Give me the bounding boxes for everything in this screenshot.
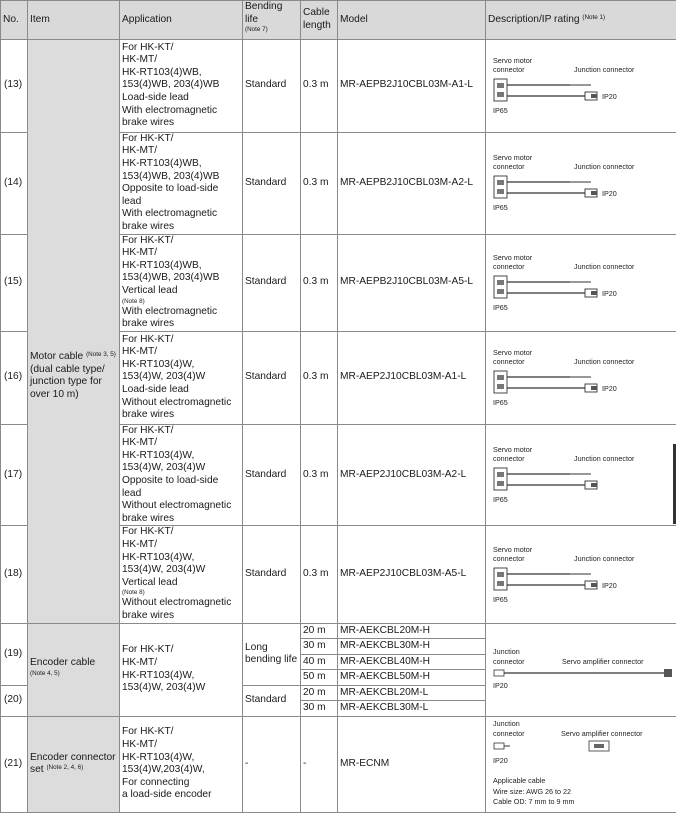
application-note: (Note 8)	[122, 589, 240, 597]
junction-connector-core	[591, 291, 597, 295]
servo-motor-connector-pin	[497, 581, 504, 586]
application-line	[122, 158, 240, 171]
servo-motor-label-2: connector	[493, 162, 525, 171]
cable-length-cell: -	[301, 716, 338, 812]
application-line	[122, 475, 240, 500]
application-cell	[120, 424, 243, 526]
application-cell	[120, 39, 243, 132]
application-line	[122, 183, 240, 208]
application-text: HK-RT103(4)WB,	[122, 260, 202, 271]
application-line	[122, 221, 240, 234]
cable-length-cell: 50 m	[301, 670, 338, 686]
model-cell: MR-AEKCBL20M-L	[338, 685, 486, 701]
application-note: (Note 8)	[122, 298, 240, 306]
application-line	[122, 306, 240, 319]
application-text: brake wires	[122, 117, 174, 128]
ip-rating: IP20	[493, 756, 508, 765]
row-number: (20)	[1, 685, 28, 716]
model-cell: MR-AEKCBL30M-L	[338, 701, 486, 717]
servo-motor-connector-icon	[494, 468, 507, 490]
application-line	[122, 597, 240, 610]
application-line: a load-side encoder	[122, 789, 240, 802]
application-line: For connecting	[122, 777, 240, 790]
item-encoder-connector-set	[28, 716, 120, 812]
application-text: Without electromagnetic	[122, 397, 231, 408]
application-line	[122, 67, 240, 80]
table-row	[1, 623, 676, 639]
application-line	[122, 235, 240, 248]
application-line: 153(4)W,203(4)W,	[122, 764, 240, 777]
application-text: Load-side lead	[122, 384, 189, 395]
motor-cable-diagram	[488, 430, 676, 520]
row-number: (15)	[1, 234, 28, 331]
junction-connector-label: Junction connector	[574, 357, 635, 366]
application-line	[122, 272, 240, 285]
motor-cable-diagram	[488, 238, 676, 328]
item-motor-cable-sub: (dual cable type/ junction type for over 10 m)	[30, 364, 105, 400]
application-text: For HK-KT/	[122, 133, 174, 144]
application-text: With electromagnetic	[122, 306, 217, 317]
description-cell	[486, 424, 676, 526]
application-text: HK-RT103(4)WB,	[122, 158, 202, 169]
motor-cable-diagram	[488, 333, 676, 423]
servo-motor-connector-pin	[497, 180, 504, 185]
servo-motor-connector-pin	[497, 92, 504, 97]
servo-motor-label: Servo motor	[493, 153, 533, 162]
bending-life-cell: Long bending life	[243, 623, 301, 685]
application-line	[122, 384, 240, 397]
application-line	[122, 539, 240, 552]
junction-label: Junction	[493, 719, 520, 728]
servo-motor-connector-pin	[497, 375, 504, 380]
application-text: HK-RT103(4)W,	[122, 359, 194, 370]
item-motor-cable-note: (Note 3, 5)	[86, 351, 116, 358]
applicable-cable-label: Applicable cable	[493, 776, 545, 785]
servo-motor-connector-pin	[497, 289, 504, 294]
junction-label-2: connector	[493, 729, 525, 738]
header-bending-life	[243, 1, 301, 40]
cable-length-cell: 20 m	[301, 685, 338, 701]
servo-motor-connector-icon	[494, 79, 507, 101]
model-cell: MR-AEP2J10CBL03M-A5-L	[338, 526, 486, 623]
junction-label: Junction	[493, 647, 520, 656]
cable-length-cell: 0.3 m	[301, 424, 338, 526]
application-text: For HK-KT/	[122, 334, 174, 345]
application-line	[122, 462, 240, 475]
amplifier-label: Servo amplifier connector	[562, 657, 644, 666]
item-motor-cable	[28, 39, 120, 623]
amplifier-label: Servo amplifier connector	[561, 729, 643, 738]
application-text: Opposite to load-side lead	[122, 475, 218, 499]
servo-motor-label: Servo motor	[493, 445, 533, 454]
item-encoder-connector-note: (Note 2, 4, 6)	[46, 764, 83, 771]
motor-cable-diagram	[488, 138, 676, 228]
servo-motor-connector-pin	[497, 280, 504, 285]
application-line	[122, 577, 240, 598]
application-text: 153(4)WB, 203(4)WB	[122, 171, 219, 182]
application-line	[122, 285, 240, 306]
model-cell: MR-AEP2J10CBL03M-A1-L	[338, 331, 486, 424]
application-line	[122, 437, 240, 450]
application-line: HK-RT103(4)W,	[122, 752, 240, 765]
row-number: (16)	[1, 331, 28, 424]
ip-rating: IP20	[493, 681, 508, 690]
motor-cable-diagram	[488, 41, 676, 131]
application-line	[122, 334, 240, 347]
connector-set-diagram	[488, 717, 676, 811]
application-text: brake wires	[122, 513, 174, 524]
junction-connector-icon	[494, 743, 504, 749]
application-line	[122, 171, 240, 184]
cable-length-cell: 40 m	[301, 654, 338, 670]
motor-ip-rating: IP65	[493, 106, 508, 115]
header-no: No.	[1, 1, 28, 40]
table-body	[1, 39, 676, 812]
application-line	[122, 318, 240, 331]
model-cell: MR-ECNM	[338, 716, 486, 812]
row-number: (14)	[1, 132, 28, 234]
bending-life-cell: Standard	[243, 526, 301, 623]
application-line	[122, 397, 240, 410]
servo-motor-label-2: connector	[493, 554, 525, 563]
servo-motor-connector-pin	[497, 472, 504, 477]
bending-life-cell: Standard	[243, 132, 301, 234]
motor-ip-rating: IP65	[493, 398, 508, 407]
servo-motor-connector-pin	[497, 384, 504, 389]
bending-life-cell: Standard	[243, 685, 301, 716]
application-line: HK-RT103(4)W,	[122, 670, 240, 683]
motor-cable-diagram	[488, 530, 676, 620]
description-cell	[486, 331, 676, 424]
application-text: 153(4)W, 203(4)W	[122, 371, 205, 382]
application-text: For HK-KT/	[122, 425, 174, 436]
application-line: For HK-KT/	[122, 726, 240, 739]
encoder-cable-diagram	[488, 624, 676, 716]
item-motor-cable-label: Motor cable	[30, 351, 83, 362]
application-line: For HK-KT/	[122, 644, 240, 657]
application-text: HK-MT/	[122, 346, 157, 357]
row-number: (18)	[1, 526, 28, 623]
application-text: HK-MT/	[122, 539, 157, 550]
cable-length-cell: 20 m	[301, 623, 338, 639]
cable-length-cell: 30 m	[301, 701, 338, 717]
application-line	[122, 409, 240, 422]
model-cell: MR-AEKCBL40M-H	[338, 654, 486, 670]
application-line	[122, 371, 240, 384]
description-cell	[486, 39, 676, 132]
bending-life-cell: Standard	[243, 234, 301, 331]
description-cell	[486, 526, 676, 623]
junction-connector-label: Junction connector	[574, 554, 635, 563]
application-text: Opposite to load-side lead	[122, 183, 218, 207]
application-text: Vertical lead	[122, 577, 178, 588]
application-text: HK-MT/	[122, 247, 157, 258]
application-line	[122, 260, 240, 273]
table-row	[1, 716, 676, 812]
junction-connector-label: Junction connector	[574, 262, 635, 271]
junction-ip-rating: IP20	[602, 289, 617, 298]
motor-ip-rating: IP65	[493, 303, 508, 312]
header-bending-life-note: (Note 7)	[245, 26, 268, 33]
application-text: HK-MT/	[122, 145, 157, 156]
servo-motor-label: Servo motor	[493, 56, 533, 65]
servo-motor-connector-icon	[494, 371, 507, 393]
application-text: Without electromagnetic	[122, 500, 231, 511]
item-encoder-cable	[28, 623, 120, 716]
amplifier-connector-core	[594, 744, 604, 748]
row-number: (21)	[1, 716, 28, 812]
servo-motor-label: Servo motor	[493, 253, 533, 262]
application-cell	[120, 623, 243, 716]
motor-ip-rating: IP65	[493, 203, 508, 212]
application-text: For HK-KT/	[122, 42, 174, 53]
application-line	[122, 450, 240, 463]
application-text: 153(4)W, 203(4)W	[122, 564, 205, 575]
servo-motor-connector-icon	[494, 568, 507, 590]
item-encoder-cable-label: Encoder cable	[30, 657, 95, 668]
description-cell	[486, 132, 676, 234]
application-text: HK-RT103(4)W,	[122, 450, 194, 461]
application-cell	[120, 526, 243, 623]
junction-ip-rating: IP20	[602, 189, 617, 198]
model-cell: MR-AEPB2J10CBL03M-A5-L	[338, 234, 486, 331]
junction-connector-core	[591, 386, 597, 390]
cable-od-label: Cable OD: 7 mm to 9 mm	[493, 797, 574, 806]
servo-motor-label-2: connector	[493, 454, 525, 463]
application-line	[122, 92, 240, 105]
cable-length-cell: 0.3 m	[301, 331, 338, 424]
cable-length-cell: 0.3 m	[301, 132, 338, 234]
model-cell: MR-AEP2J10CBL03M-A2-L	[338, 424, 486, 526]
cable-length-cell: 30 m	[301, 639, 338, 655]
header-item: Item	[28, 1, 120, 40]
model-cell: MR-AEKCBL20M-H	[338, 623, 486, 639]
row-number: (17)	[1, 424, 28, 526]
header-description	[486, 1, 676, 40]
application-text: HK-MT/	[122, 54, 157, 65]
servo-motor-label-2: connector	[493, 262, 525, 271]
junction-connector-core	[591, 94, 597, 98]
description-cell	[486, 234, 676, 331]
application-cell	[120, 716, 243, 812]
application-text: For HK-KT/	[122, 526, 174, 537]
application-text: brake wires	[122, 409, 174, 420]
model-cell: MR-AEPB2J10CBL03M-A2-L	[338, 132, 486, 234]
junction-connector-icon	[494, 670, 504, 676]
description-cell	[486, 716, 676, 812]
application-text: 153(4)WB, 203(4)WB	[122, 79, 219, 90]
bending-life-cell: Standard	[243, 331, 301, 424]
servo-motor-label: Servo motor	[493, 348, 533, 357]
row-number: (19)	[1, 623, 28, 685]
application-text: brake wires	[122, 610, 174, 621]
application-line	[122, 133, 240, 146]
model-cell: MR-AEPB2J10CBL03M-A1-L	[338, 39, 486, 132]
junction-ip-rating: IP20	[602, 384, 617, 393]
junction-label-2: connector	[493, 657, 525, 666]
header-description-note: (Note 1)	[582, 14, 605, 21]
junction-connector-label: Junction connector	[574, 162, 635, 171]
header-row	[1, 1, 676, 40]
application-text: With electromagnetic	[122, 208, 217, 219]
application-line	[122, 117, 240, 130]
application-line	[122, 346, 240, 359]
item-encoder-cable-note: (Note 4, 5)	[30, 670, 60, 677]
model-cell: MR-AEKCBL30M-H	[338, 639, 486, 655]
application-line	[122, 54, 240, 67]
motor-ip-rating: IP65	[493, 495, 508, 504]
application-line	[122, 42, 240, 55]
junction-connector-core	[591, 483, 597, 487]
application-text: Without electromagnetic	[122, 597, 231, 608]
table-row	[1, 39, 676, 132]
application-line	[122, 610, 240, 623]
application-line	[122, 552, 240, 565]
row-number: (13)	[1, 39, 28, 132]
application-text: HK-RT103(4)WB,	[122, 67, 202, 78]
header-bending-life-label: Bending life	[245, 1, 282, 25]
application-line	[122, 247, 240, 260]
application-text: 153(4)WB, 203(4)WB	[122, 272, 219, 283]
application-line	[122, 500, 240, 513]
application-line	[122, 425, 240, 438]
application-text: HK-RT103(4)W,	[122, 552, 194, 563]
application-text: 153(4)W, 203(4)W	[122, 462, 205, 473]
header-application: Application	[120, 1, 243, 40]
servo-motor-connector-pin	[497, 189, 504, 194]
junction-ip-rating: IP20	[602, 92, 617, 101]
application-text: With electromagnetic	[122, 105, 217, 116]
junction-connector-label: Junction connector	[574, 65, 635, 74]
header-cable-length: Cable length	[301, 1, 338, 40]
servo-motor-connector-icon	[494, 176, 507, 198]
application-line	[122, 145, 240, 158]
junction-ip-rating: IP20	[602, 581, 617, 590]
application-line: 153(4)W, 203(4)W	[122, 682, 240, 695]
application-text: HK-MT/	[122, 437, 157, 448]
amplifier-connector-icon	[664, 669, 672, 677]
junction-connector-label: Junction connector	[574, 454, 635, 463]
cable-length-cell: 0.3 m	[301, 39, 338, 132]
header-description-label: Description/IP rating	[488, 14, 580, 25]
application-line	[122, 359, 240, 372]
application-line	[122, 513, 240, 526]
application-cell	[120, 234, 243, 331]
application-text: For HK-KT/	[122, 235, 174, 246]
servo-motor-connector-icon	[494, 276, 507, 298]
servo-motor-connector-pin	[497, 572, 504, 577]
wire-size-label: Wire size: AWG 26 to 22	[493, 787, 571, 796]
application-text: brake wires	[122, 318, 174, 329]
application-cell	[120, 132, 243, 234]
application-line: HK-MT/	[122, 739, 240, 752]
bending-life-cell: Standard	[243, 39, 301, 132]
servo-motor-label: Servo motor	[493, 545, 533, 554]
cable-length-cell: 0.3 m	[301, 234, 338, 331]
bending-life-cell: -	[243, 716, 301, 812]
model-cell: MR-AEKCBL50M-H	[338, 670, 486, 686]
application-line	[122, 526, 240, 539]
application-line: HK-MT/	[122, 657, 240, 670]
application-text: brake wires	[122, 221, 174, 232]
application-line	[122, 105, 240, 118]
header-model: Model	[338, 1, 486, 40]
servo-motor-connector-pin	[497, 83, 504, 88]
bending-life-cell: Standard	[243, 424, 301, 526]
servo-motor-label-2: connector	[493, 65, 525, 74]
item-encoder-connector-label: Encoder connector set	[30, 752, 116, 776]
junction-connector-core	[591, 583, 597, 587]
application-line	[122, 79, 240, 92]
cable-length-cell: 0.3 m	[301, 526, 338, 623]
junction-connector-core	[591, 191, 597, 195]
application-line	[122, 208, 240, 221]
servo-motor-label-2: connector	[493, 357, 525, 366]
application-text: Load-side lead	[122, 92, 189, 103]
description-cell	[486, 623, 676, 716]
application-text: Vertical lead	[122, 285, 178, 296]
motor-ip-rating: IP65	[493, 595, 508, 604]
servo-motor-connector-pin	[497, 481, 504, 486]
application-cell	[120, 331, 243, 424]
application-line	[122, 564, 240, 577]
